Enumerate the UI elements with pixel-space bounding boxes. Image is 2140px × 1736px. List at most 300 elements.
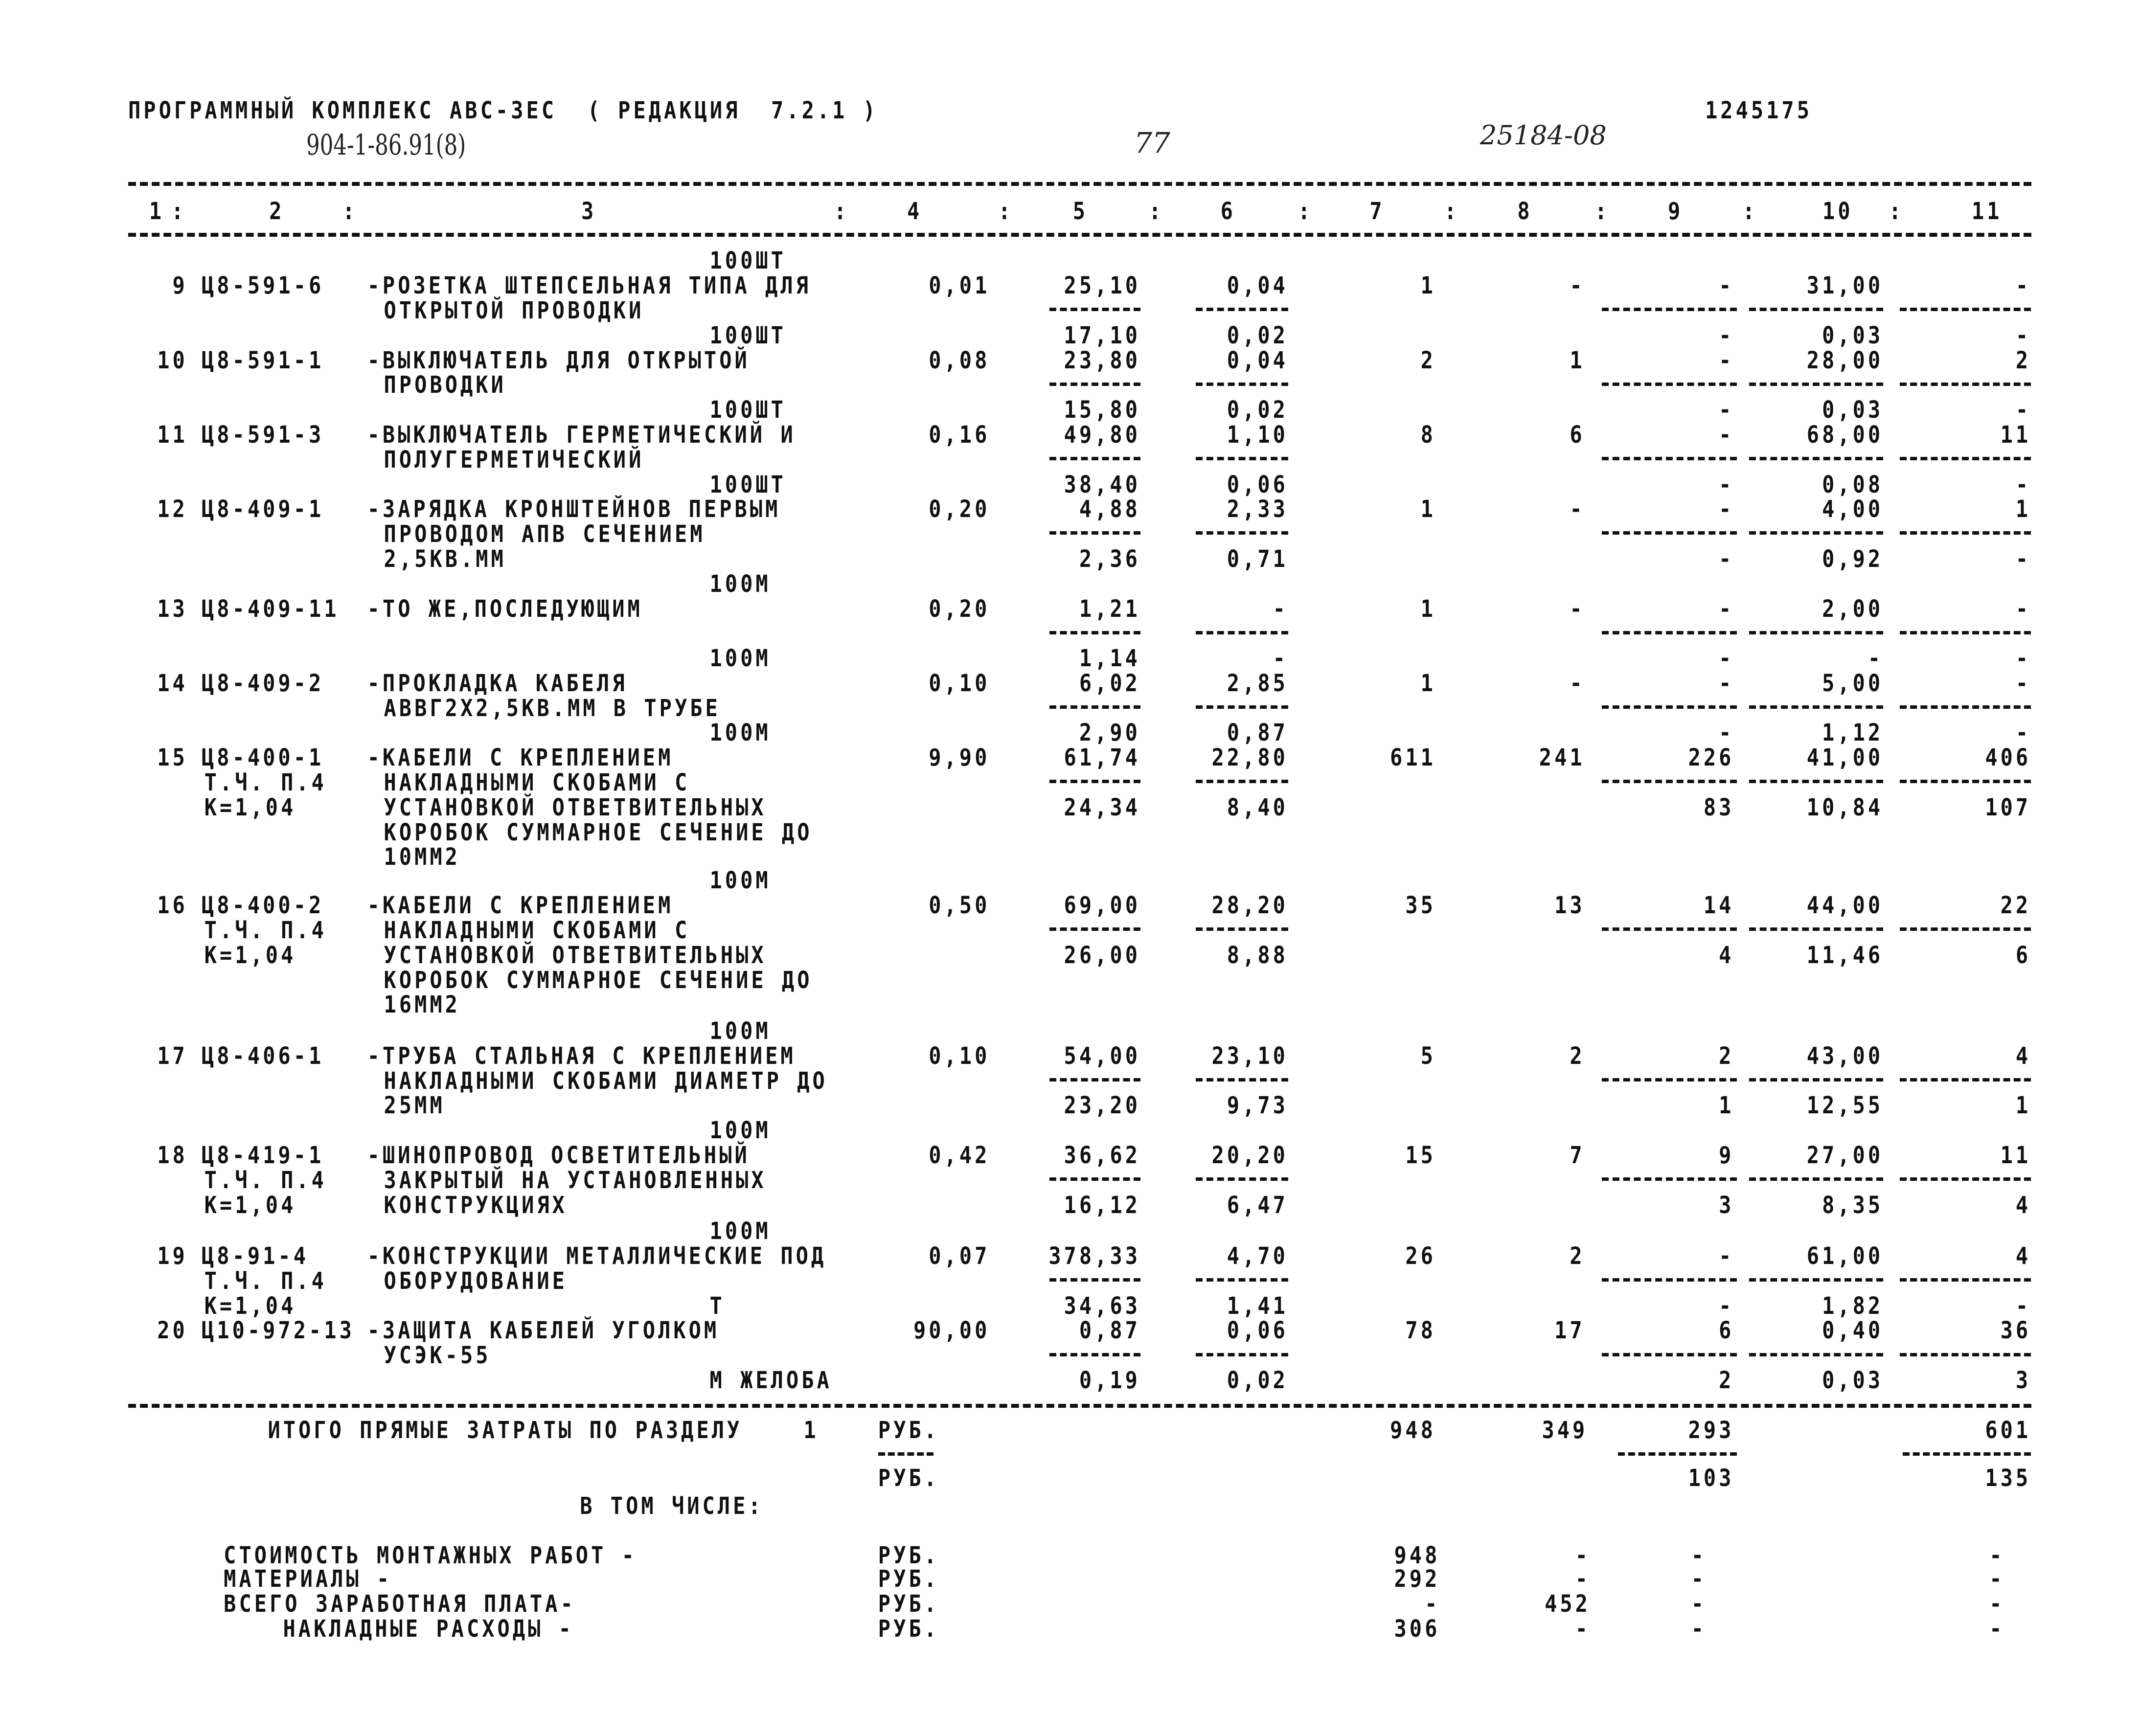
row-code: Ц8-591-3 xyxy=(202,421,324,449)
row-divider xyxy=(1900,705,2031,709)
breakdown-col11: - xyxy=(1989,1541,2005,1569)
cell-c9: - xyxy=(1719,495,1734,523)
cell-c10: 41,00 xyxy=(1806,744,1884,771)
row-divider xyxy=(1196,1278,1288,1282)
row-divider xyxy=(1602,780,1737,783)
row-description: -ВЫКЛЮЧАТЕЛЬ ДЛЯ ОТКРЫТОЙ xyxy=(367,346,750,374)
cell-c5-sub: 16,12 xyxy=(1064,1191,1140,1219)
row-divider xyxy=(1900,1177,2031,1181)
cell-c9: 2 xyxy=(1719,1042,1734,1070)
row-number: 18 xyxy=(157,1141,188,1169)
column-header-8: 8 xyxy=(1517,197,1533,225)
row-code: Ц8-91-4 xyxy=(202,1242,309,1270)
row-unit-sub: М ЖЕЛОБА xyxy=(709,1366,832,1394)
cell-c11: - xyxy=(2015,271,2031,299)
cell-c11: - xyxy=(2015,594,2031,623)
cell-col4: 90,00 xyxy=(913,1316,990,1345)
cell-c10-sub: 12,55 xyxy=(1806,1091,1884,1120)
row-description: ПОЛУГЕРМЕТИЧЕСКИЙ xyxy=(384,445,644,473)
cell-c9: - xyxy=(1719,421,1734,449)
row-divider xyxy=(1749,1353,1883,1356)
cell-col7: 1 xyxy=(1420,271,1436,299)
totals-divider xyxy=(878,1452,933,1456)
cell-c11: 4 xyxy=(2015,1042,2031,1070)
row-divider xyxy=(1900,531,2031,535)
cell-c10-sub: 1,82 xyxy=(1822,1291,1884,1320)
row-divider xyxy=(1602,531,1737,535)
breakdown-col11: - xyxy=(1989,1590,2005,1618)
cell-c10: 61,00 xyxy=(1806,1242,1884,1270)
cell-c6: 2,33 xyxy=(1227,495,1288,523)
column-header-5: 5 xyxy=(1072,197,1088,225)
breakdown-col9: - xyxy=(1691,1565,1707,1593)
row-number: 10 xyxy=(157,346,188,374)
cell-c5: 0,87 xyxy=(1079,1316,1140,1345)
row-divider xyxy=(1602,1353,1737,1356)
row-divider xyxy=(1602,1078,1737,1082)
cell-col8: 2 xyxy=(1570,1042,1585,1070)
cell-col8: 2 xyxy=(1570,1242,1585,1270)
row-unit: 100ШТ xyxy=(709,247,786,274)
row-divider xyxy=(1900,1353,2031,1356)
row-divider xyxy=(1049,1278,1140,1282)
row-description: -ЗАЩИТА КАБЕЛЕЙ УГОЛКОМ xyxy=(367,1316,720,1345)
cell-c9-sub: - xyxy=(1719,321,1734,349)
cell-c5: 69,00 xyxy=(1064,891,1140,919)
cell-c10-sub: 0,08 xyxy=(1822,470,1884,498)
cell-c9: - xyxy=(1719,594,1734,623)
row-unit: 100М xyxy=(709,1017,771,1045)
cell-c6-sub: - xyxy=(1273,644,1288,672)
cell-c5-sub: 1,14 xyxy=(1079,644,1140,672)
header-top-rule xyxy=(128,182,2031,186)
cell-c6: 23,10 xyxy=(1211,1042,1288,1070)
row-divider xyxy=(1049,631,1140,634)
cell-c11-sub: - xyxy=(2015,470,2031,498)
cell-col4: 9,90 xyxy=(929,744,990,771)
row-divider xyxy=(1049,705,1140,709)
cell-c11-sub: 1 xyxy=(2015,1091,2031,1120)
row-divider xyxy=(1049,780,1140,783)
cell-c6: 0,04 xyxy=(1227,271,1288,299)
row-code: Ц8-591-1 xyxy=(202,346,324,374)
row-divider xyxy=(1749,631,1883,634)
row-code: Ц8-409-1 xyxy=(202,495,324,523)
cell-c11-sub: 6 xyxy=(2015,941,2031,969)
row-number: 19 xyxy=(157,1242,188,1270)
row-divider xyxy=(1196,1353,1288,1356)
totals-col7: 948 xyxy=(1390,1416,1436,1444)
row-divider xyxy=(1196,927,1288,931)
row-description: -РОЗЕТКА ШТЕПСЕЛЬНАЯ ТИПА ДЛЯ xyxy=(367,271,811,299)
row-code-note: Т.Ч. П.4 xyxy=(204,768,327,796)
cell-c10: 68,00 xyxy=(1806,421,1884,449)
cell-col4: 0,20 xyxy=(929,495,990,523)
breakdown-label: СТОИМОСТЬ МОНТАЖНЫХ РАБОТ - xyxy=(224,1541,637,1569)
row-number: 15 xyxy=(157,744,188,771)
totals-currency-2: РУБ. xyxy=(878,1464,939,1492)
row-description: -КАБЕЛИ С КРЕПЛЕНИЕМ xyxy=(367,891,674,919)
cell-col4: 0,07 xyxy=(929,1242,990,1270)
cell-c6-sub: 6,47 xyxy=(1227,1191,1288,1219)
cell-c6: 0,04 xyxy=(1227,346,1288,374)
handwritten-project-number: 904-1-86.91(8) xyxy=(306,128,466,161)
row-divider xyxy=(1049,1353,1140,1356)
cell-c10: 0,40 xyxy=(1822,1316,1884,1345)
cell-c5: 61,74 xyxy=(1064,744,1140,771)
row-divider xyxy=(1196,383,1288,386)
column-separator: : xyxy=(1742,197,1758,225)
cell-c5-sub: 38,40 xyxy=(1064,470,1140,498)
cell-c9: - xyxy=(1719,271,1734,299)
cell-c9: 226 xyxy=(1688,744,1734,771)
cell-c11: 1 xyxy=(2015,495,2031,523)
cell-col8: 7 xyxy=(1570,1141,1585,1169)
row-number: 13 xyxy=(157,594,188,623)
cell-c11-sub: - xyxy=(2015,321,2031,349)
row-divider xyxy=(1749,1078,1883,1082)
row-number: 14 xyxy=(157,669,188,697)
cell-c9-sub: - xyxy=(1719,470,1734,498)
row-code-note: Т.Ч. П.4 xyxy=(204,1166,327,1194)
breakdown-label: МАТЕРИАЛЫ - xyxy=(224,1565,392,1593)
row-description: -ТРУБА СТАЛЬНАЯ С КРЕПЛЕНИЕМ xyxy=(367,1042,796,1070)
row-divider xyxy=(1602,1177,1737,1181)
cell-col4: 0,01 xyxy=(929,271,990,299)
row-divider xyxy=(1196,457,1288,460)
row-description: -КАБЕЛИ С КРЕПЛЕНИЕМ xyxy=(367,744,674,771)
row-description: КОРОБОК СУММАРНОЕ СЕЧЕНИЕ ДО xyxy=(384,818,813,846)
cell-c9: 14 xyxy=(1703,891,1734,919)
column-separator: : xyxy=(834,197,849,225)
totals-divider xyxy=(1903,1452,2031,1456)
breakdown-col11: - xyxy=(1989,1615,2005,1643)
column-separator: : xyxy=(171,197,187,225)
row-divider xyxy=(1749,927,1883,931)
cell-c11: 2 xyxy=(2015,346,2031,374)
cell-c10-sub: 11,46 xyxy=(1806,941,1884,969)
row-divider xyxy=(1749,1177,1883,1181)
cell-c10-sub: 10,84 xyxy=(1806,793,1884,821)
cell-c5-sub: 23,20 xyxy=(1064,1091,1140,1120)
row-description: ОБОРУДОВАНИЕ xyxy=(384,1267,568,1295)
row-divider xyxy=(1602,457,1737,460)
row-divider xyxy=(1749,383,1883,386)
cell-c5-sub: 15,80 xyxy=(1064,396,1140,424)
row-description: ПРОВОДКИ xyxy=(384,371,506,399)
cell-c10: 28,00 xyxy=(1806,346,1884,374)
cell-c10-sub: - xyxy=(1867,644,1884,672)
cell-col8: - xyxy=(1570,669,1585,697)
cell-c5-sub: 2,90 xyxy=(1079,719,1140,747)
breakdown-currency: РУБ. xyxy=(878,1615,939,1643)
row-divider xyxy=(1196,308,1288,311)
cell-c9-sub: - xyxy=(1719,1291,1734,1320)
row-divider xyxy=(1196,1177,1288,1181)
row-description: УСТАНОВКОЙ ОТВЕТВИТЕЛЬНЫХ xyxy=(384,941,767,969)
row-unit: 100ШТ xyxy=(709,470,786,498)
row-description: -КОНСТРУКЦИИ МЕТАЛЛИЧЕСКИЕ ПОД xyxy=(367,1242,827,1270)
cell-c6: 22,80 xyxy=(1211,744,1288,771)
cell-c11: - xyxy=(2015,669,2031,697)
cell-col8: - xyxy=(1570,495,1585,523)
cell-c6: 2,85 xyxy=(1227,669,1288,697)
cell-c9: - xyxy=(1719,1242,1734,1270)
cell-c6-sub: 0,02 xyxy=(1227,321,1288,349)
cell-c6-sub: 0,06 xyxy=(1227,470,1288,498)
column-separator: : xyxy=(998,197,1014,225)
program-title: ПРОГРАММНЫЙ КОМПЛЕКС АВС-3ЕС ( РЕДАКЦИЯ 7.2.1 ) xyxy=(128,96,879,124)
row-divider xyxy=(1602,705,1737,709)
cell-c6: 20,20 xyxy=(1211,1141,1288,1169)
row-divider xyxy=(1900,927,2031,931)
cell-c6: 4,70 xyxy=(1227,1242,1288,1270)
column-header-1: 1 xyxy=(149,197,165,225)
breakdown-col8: - xyxy=(1575,1541,1591,1569)
row-description: -ТО ЖЕ,ПОСЛЕДУЮЩИМ xyxy=(367,594,643,623)
row-divider xyxy=(1602,631,1737,634)
row-code: Ц8-409-11 xyxy=(202,594,340,623)
cell-c11: 11 xyxy=(2000,1141,2031,1169)
cell-col7: 78 xyxy=(1405,1316,1436,1345)
cell-c10-sub: 1,12 xyxy=(1822,719,1884,747)
totals-col11-sub: 135 xyxy=(1985,1464,2031,1492)
row-code: Ц8-409-2 xyxy=(202,669,324,697)
row-divider xyxy=(1749,780,1883,783)
cell-c10-sub: 8,35 xyxy=(1822,1191,1884,1219)
cell-c9-sub: 2 xyxy=(1719,1366,1734,1394)
cell-c6: 1,10 xyxy=(1227,421,1288,449)
breakdown-col11: - xyxy=(1989,1565,2005,1593)
including-heading: В ТОМ ЧИСЛЕ: xyxy=(580,1492,764,1520)
row-divider xyxy=(1196,1078,1288,1082)
cell-c10: 43,00 xyxy=(1806,1042,1884,1070)
row-description: НАКЛАДНЫМИ СКОБАМИ ДИАМЕТР ДО xyxy=(384,1066,828,1095)
totals-col9-sub: 103 xyxy=(1688,1464,1734,1492)
breakdown-col9: - xyxy=(1691,1590,1707,1618)
totals-label: ИТОГО ПРЯМЫЕ ЗАТРАТЫ ПО РАЗДЕЛУ xyxy=(268,1416,743,1444)
header-bottom-rule xyxy=(128,233,2031,237)
row-description: ПРОВОДОМ АПВ СЕЧЕНИЕМ xyxy=(384,520,706,548)
breakdown-currency: РУБ. xyxy=(878,1541,939,1569)
row-divider xyxy=(1900,383,2031,386)
cell-col8: - xyxy=(1570,271,1585,299)
cell-col7: 5 xyxy=(1420,1042,1436,1070)
document-number: 1245175 xyxy=(1705,96,1813,124)
cell-col4: 0,16 xyxy=(929,421,990,449)
cell-c11-sub: - xyxy=(2015,719,2031,747)
cell-c6-sub: 8,88 xyxy=(1227,941,1288,969)
row-code: Ц8-400-2 xyxy=(202,891,324,919)
cell-c11-sub: 107 xyxy=(1985,793,2031,821)
row-divider xyxy=(1749,308,1883,311)
cell-col4: 0,08 xyxy=(929,346,990,374)
row-description: ЗАКРЫТЫЙ НА УСТАНОВЛЕННЫХ xyxy=(384,1166,767,1194)
cell-col7: 35 xyxy=(1405,891,1436,919)
cell-col8: 241 xyxy=(1539,744,1585,771)
cell-c6-sub: 9,73 xyxy=(1227,1091,1288,1120)
row-divider xyxy=(1900,780,2031,783)
cell-c5: 378,33 xyxy=(1048,1242,1140,1270)
column-separator: : xyxy=(1889,197,1904,225)
cell-col8: 1 xyxy=(1570,346,1585,374)
row-unit: 100М xyxy=(709,719,771,747)
row-number: 20 xyxy=(157,1316,188,1345)
row-number: 17 xyxy=(157,1042,188,1070)
row-divider xyxy=(1049,457,1140,460)
column-header-10: 10 xyxy=(1822,197,1853,225)
cell-c5: 25,10 xyxy=(1064,271,1140,299)
cell-c9: 6 xyxy=(1719,1316,1734,1345)
row-unit: 100М xyxy=(709,1116,771,1144)
row-unit: 100М xyxy=(709,644,771,672)
column-separator: : xyxy=(342,197,358,225)
cell-c11-sub: - xyxy=(2015,1291,2031,1320)
cell-c11: 36 xyxy=(2000,1316,2031,1345)
row-description: -ПРОКЛАДКА КАБЕЛЯ xyxy=(367,669,628,697)
cell-col7: 1 xyxy=(1420,495,1436,523)
cell-c10: 5,00 xyxy=(1822,669,1884,697)
row-divider xyxy=(1196,631,1288,634)
row-divider xyxy=(1749,705,1883,709)
cell-c9: - xyxy=(1719,669,1734,697)
cell-col8: 17 xyxy=(1554,1316,1585,1345)
cell-c9-sub: 4 xyxy=(1719,941,1734,969)
row-divider xyxy=(1900,631,2031,634)
cell-c11-sub: - xyxy=(2015,644,2031,672)
totals-col11: 601 xyxy=(1985,1416,2031,1444)
row-divider xyxy=(1602,1278,1737,1282)
cell-c5: 36,62 xyxy=(1064,1141,1140,1169)
totals-rule xyxy=(128,1404,2031,1408)
row-description: 25ММ xyxy=(384,1091,445,1120)
cell-col7: 2 xyxy=(1420,346,1436,374)
row-description: АВВГ2Х2,5КВ.ММ В ТРУБЕ xyxy=(384,694,721,722)
row-description: -ЗАРЯДКА КРОНШТЕЙНОВ ПЕРВЫМ xyxy=(367,495,781,523)
row-divider xyxy=(1900,1278,2031,1282)
cell-c9-sub: - xyxy=(1719,545,1734,573)
row-divider xyxy=(1049,927,1140,931)
breakdown-currency: РУБ. xyxy=(878,1565,939,1593)
column-header-11: 11 xyxy=(1971,197,2003,225)
row-description: 2,5КВ.ММ xyxy=(384,545,506,573)
cell-col7: 611 xyxy=(1390,744,1436,771)
cell-c9-sub: - xyxy=(1719,719,1734,747)
cell-c9-sub: - xyxy=(1719,644,1734,672)
row-code: Ц10-972-13 xyxy=(202,1316,355,1345)
row-divider xyxy=(1900,308,2031,311)
row-divider xyxy=(1049,308,1140,311)
row-description: 16ММ2 xyxy=(384,991,460,1019)
cell-c5: 6,02 xyxy=(1079,669,1140,697)
totals-divider xyxy=(1618,1452,1737,1456)
cell-c11-sub: 4 xyxy=(2015,1191,2031,1219)
row-code: Ц8-400-1 xyxy=(202,744,324,771)
row-description: 10ММ2 xyxy=(384,843,460,871)
cell-c10: 31,00 xyxy=(1806,271,1884,299)
page-number: 77 xyxy=(1134,126,1170,159)
totals-section: 1 xyxy=(803,1416,819,1444)
breakdown-col7: 948 xyxy=(1394,1541,1440,1569)
cell-col7: 1 xyxy=(1420,594,1436,623)
cell-c10: 4,00 xyxy=(1822,495,1884,523)
cell-c9: - xyxy=(1719,346,1734,374)
column-header-3: 3 xyxy=(581,197,597,225)
cell-c10: 2,00 xyxy=(1822,594,1884,623)
cell-col4: 0,20 xyxy=(929,594,990,623)
row-code-note: К=1,04 xyxy=(204,793,296,821)
cell-c6-sub: 0,87 xyxy=(1227,719,1288,747)
cell-col7: 1 xyxy=(1420,669,1436,697)
cell-c6-sub: 8,40 xyxy=(1227,793,1288,821)
column-separator: : xyxy=(1444,197,1460,225)
cell-c6-sub: 0,02 xyxy=(1227,1366,1288,1394)
cell-c11: 22 xyxy=(2000,891,2031,919)
totals-col8: 349 xyxy=(1542,1416,1588,1444)
cell-c5: 4,88 xyxy=(1079,495,1140,523)
row-description: КОНСТРУКЦИЯХ xyxy=(384,1191,568,1219)
cell-c10-sub: 0,03 xyxy=(1822,396,1884,424)
row-divider xyxy=(1196,780,1288,783)
row-divider xyxy=(1749,1278,1883,1282)
cell-c6-sub: 0,71 xyxy=(1227,545,1288,573)
row-divider xyxy=(1196,705,1288,709)
breakdown-label: НАКЛАДНЫЕ РАСХОДЫ - xyxy=(283,1615,574,1643)
totals-currency: РУБ. xyxy=(878,1416,939,1444)
row-number: 11 xyxy=(157,421,188,449)
cell-c6-sub: 1,41 xyxy=(1227,1291,1288,1320)
row-code: Ц8-406-1 xyxy=(202,1042,324,1070)
cell-c11-sub: 3 xyxy=(2015,1366,2031,1394)
row-divider xyxy=(1602,927,1737,931)
column-separator: : xyxy=(1594,197,1610,225)
handwritten-code: 25184-08 xyxy=(1480,120,1607,151)
cell-c11-sub: - xyxy=(2015,396,2031,424)
breakdown-col8: - xyxy=(1575,1565,1591,1593)
cell-col8: - xyxy=(1570,594,1585,623)
row-divider xyxy=(1049,1078,1140,1082)
cell-c5-sub: 34,63 xyxy=(1064,1291,1140,1320)
row-unit: 100М xyxy=(709,569,771,598)
cell-c5-sub: 0,19 xyxy=(1079,1366,1140,1394)
row-divider xyxy=(1749,457,1883,460)
cell-c10: 27,00 xyxy=(1806,1141,1884,1169)
row-description: -ШИНОПРОВОД ОСВЕТИТЕЛЬНЫЙ xyxy=(367,1141,750,1169)
row-code-note: Т.Ч. П.4 xyxy=(204,1267,327,1295)
cell-c6: 28,20 xyxy=(1211,891,1288,919)
cell-c9-sub: 1 xyxy=(1719,1091,1734,1120)
row-code: Ц8-591-6 xyxy=(202,271,324,299)
breakdown-currency: РУБ. xyxy=(878,1590,939,1618)
row-number: 9 xyxy=(172,271,188,299)
row-description: НАКЛАДНЫМИ СКОБАМИ С xyxy=(384,768,690,796)
row-unit: 100М xyxy=(709,866,771,895)
column-header-2: 2 xyxy=(269,197,285,225)
row-description: НАКЛАДНЫМИ СКОБАМИ С xyxy=(384,916,690,944)
row-divider xyxy=(1602,383,1737,386)
cell-c11: 406 xyxy=(1985,744,2031,771)
column-header-7: 7 xyxy=(1369,197,1385,225)
row-divider xyxy=(1749,531,1883,535)
row-number: 16 xyxy=(157,891,188,919)
cell-c5: 23,80 xyxy=(1064,346,1140,374)
cell-c5: 1,21 xyxy=(1079,594,1140,623)
row-description: УСТАНОВКОЙ ОТВЕТВИТЕЛЬНЫХ xyxy=(384,793,767,821)
row-unit: Т xyxy=(709,1291,725,1320)
cell-c5-sub: 17,10 xyxy=(1064,321,1140,349)
cell-c11: 4 xyxy=(2015,1242,2031,1270)
row-divider xyxy=(1049,531,1140,535)
